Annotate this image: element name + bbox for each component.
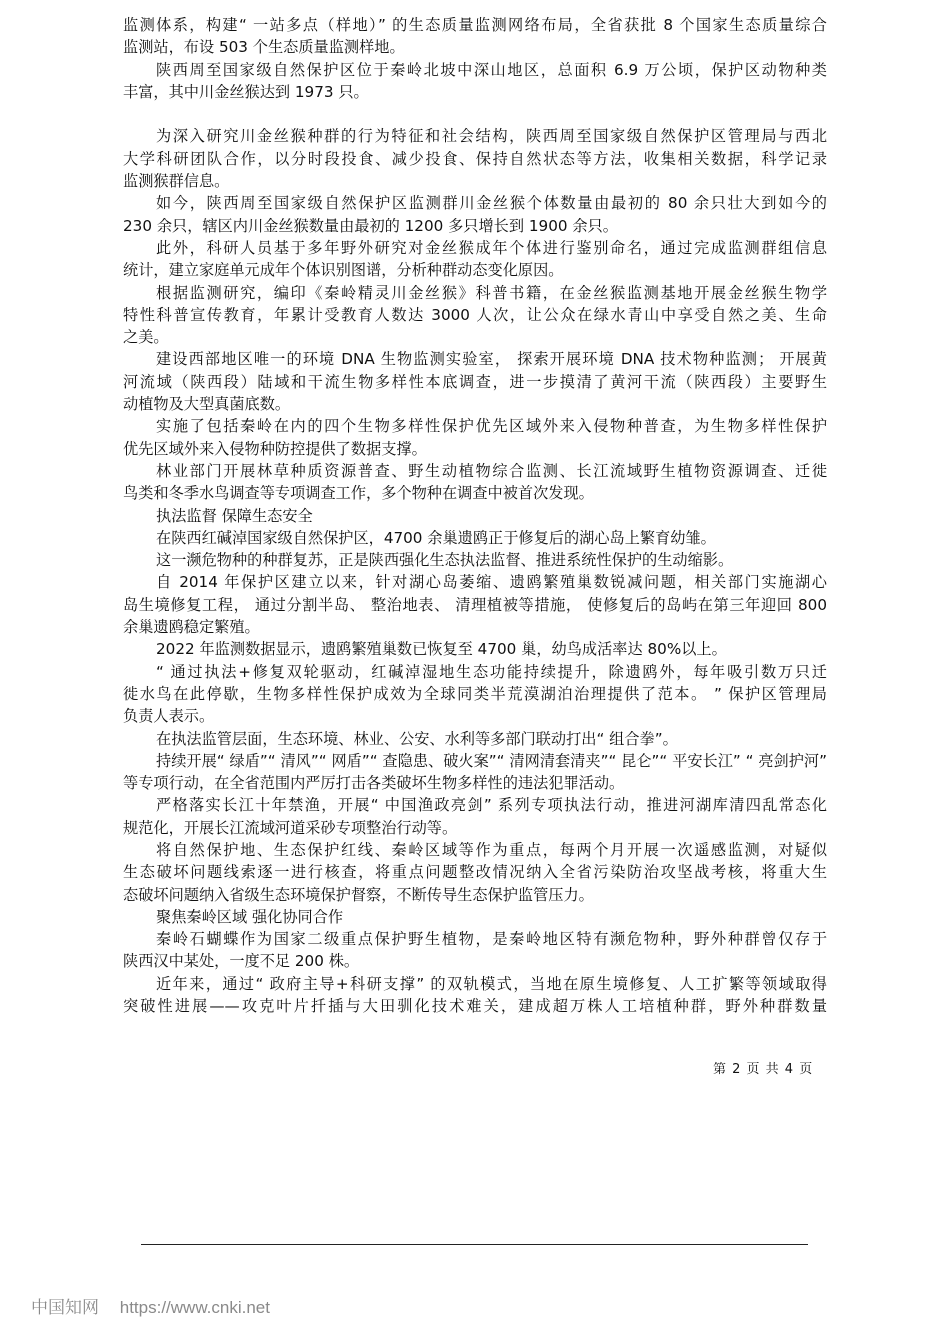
text-line: 在陕西红碱淖国家级自然保护区，4700 余巢遗鸥正于修复后的湖心岛上繁育幼雏。 — [156, 528, 716, 547]
paragraph — [123, 237, 827, 282]
text-line: 陕西周至国家级自然保护区位于秦岭北坡中深山地区，总面积 6.9 万公顷，保护区动物种类 — [156, 60, 827, 79]
cnki-watermark — [31, 1293, 270, 1318]
paragraph — [123, 661, 827, 728]
text-line: 大学科研团队合作，以分时段投食、减少投食、保持自然状态等方法，收集相关数据，科学记录 — [123, 149, 827, 168]
text-line: 此外，科研人员基于多年野外研究对金丝猴成年个体进行鉴别命名，通过完成监测群组信息 — [156, 238, 827, 257]
text-line: 生态破坏问题线索逐一进行核查，将重点问题整改情况纳入全省污染防治攻坚战考核，将重大生 — [123, 863, 827, 882]
text-line: 为深入研究川金丝猴种群的行为特征和社会结构，陕西周至国家级自然保护区管理局与西北 — [156, 127, 827, 146]
text-line: 态破坏问题纳入省级生态环境保护督察，不断传导生态保护监管压力。 — [123, 885, 594, 904]
text-line: 突破性进展——攻克叶片扦插与大田驯化技术难关，建成超万株人工培植种群，野外种群数量 — [123, 997, 827, 1016]
paragraph — [123, 348, 827, 415]
paragraph — [123, 527, 827, 549]
text-line: 等专项行动，在全省范围内严厉打击各类破坏生物多样性的违法犯罪活动。 — [123, 774, 625, 793]
text-line: 监测体系，构建“ 一站多点（样地）” 的生态质量监测网络布局，全省获批 8 个国家生态质量综合 — [123, 16, 827, 34]
section-heading — [123, 906, 827, 928]
text-line: 之美。 — [123, 328, 169, 347]
text-line: 这一濒危物种的种群复苏，正是陕西强化生态执法监督、推进系统性保护的生动缩影。 — [156, 551, 734, 570]
paragraph — [123, 839, 827, 906]
text-line: 自 2014 年保护区建立以来，针对湖心岛萎缩、遗鸥繁殖巢数锐减问题，相关部门实施湖心 — [156, 573, 827, 592]
text-line: 负责人表示。 — [123, 707, 215, 726]
paragraph — [123, 460, 827, 505]
text-line: 聚焦秦岭区域 强化协同合作 — [156, 907, 344, 926]
text-line: 陕西汉中某处，一度不足 200 株。 — [123, 952, 360, 971]
text-line: 林业部门开展林草种质资源普查、野生动植物综合监测、长江流域野生植物资源调查、迁徙 — [156, 461, 827, 480]
page-number: 第 2 页 共 4 页 — [713, 1062, 814, 1077]
text-line: 2022 年监测数据显示，遗鸥繁殖巢数已恢复至 4700 巢，幼鸟成活率达 80%以上。 — [156, 640, 727, 659]
text-line: 近年来，通过“ 政府主导+科研支撑” 的双轨模式，当地在原生境修复、人工扩繁等领域取得 — [156, 974, 827, 993]
text-line: 持续开展“ 绿盾”“ 清风”“ 网盾”“ 查隐患、破火案”“ 清网清套清夹”“ 昆仑”“ 平安长江” “ 亮剑护河” — [156, 751, 827, 770]
paragraph — [123, 125, 827, 192]
text-line: 徙水鸟在此停歇，生物多样性保护成效为全球同类半荒漠湖泊治理提供了范本。 ” 保护区管理局 — [123, 684, 827, 703]
paragraph — [123, 59, 827, 104]
text-line: 执法监督 保障生态安全 — [156, 506, 313, 525]
text-line: 将自然保护地、生态保护红线、秦岭区域等作为重点，每两个月开展一次遥感监测，对疑似 — [156, 840, 827, 859]
text-line: 统计，建立家庭单元成年个体识别图谱，分析种群动态变化原因。 — [123, 261, 564, 280]
paragraph — [123, 794, 827, 839]
text-line: 严格落实长江十年禁渔，开展“ 中国渔政亮剑” 系列专项执法行动，推进河湖库清四乱常态化 — [156, 796, 827, 815]
paragraph — [123, 192, 827, 237]
text-line: 建设西部地区唯一的环境 DNA 生物监测实验室， 探索开展环境 DNA 技术物种监测； 开展黄 — [156, 350, 827, 369]
text-line: 岛生境修复工程， 通过分割半岛、 整治地表、 清理植被等措施， 使修复后的岛屿在第三年迎回 800 — [123, 595, 827, 614]
text-line: 特性科普宣传教育，年累计受教育人数达 3000 人次，让公众在绿水青山中享受自然之美、生命 — [123, 305, 827, 324]
text-line: 河流域（陕西段）陆域和干流生物多样性本底调查，进一步摸清了黄河干流（陕西段）主要野生 — [123, 372, 827, 391]
text-line: “ 通过执法+修复双轮驱动，红碱淖湿地生态功能持续提升，除遗鸥外，每年吸引数万只迁 — [156, 662, 827, 681]
text-line: 如今，陕西周至国家级自然保护区监测群川金丝猴个体数量由最初的 80 余只壮大到如今的 — [156, 194, 827, 213]
text-line: 监测猴群信息。 — [123, 172, 230, 191]
paragraph — [123, 638, 827, 660]
text-line: 规范化，开展长江流域河道采砂专项整治行动等。 — [123, 818, 458, 837]
text-line: 鸟类和冬季水鸟调查等专项调查工作，多个物种在调查中被首次发现。 — [123, 484, 594, 503]
paragraph — [123, 750, 827, 795]
paragraph — [123, 571, 827, 638]
text-line: 在执法监管层面，生态环境、林业、公安、水利等多部门联动打出“ 组合拳”。 — [156, 729, 678, 748]
paragraph — [123, 973, 827, 1018]
paragraph — [123, 928, 827, 973]
text-line: 丰富，其中川金丝猴达到 1973 只。 — [123, 82, 369, 101]
paragraph — [123, 282, 827, 349]
cnki-url[interactable]: https://www.cnki.net — [119, 1298, 270, 1317]
document-body — [123, 14, 827, 1017]
text-line: 实施了包括秦岭在内的四个生物多样性保护优先区域外来入侵物种普查，为生物多样性保护 — [156, 417, 827, 436]
paragraph — [123, 728, 827, 750]
paragraph — [123, 415, 827, 460]
text-line: 监测站，布设 503 个生态质量监测样地。 — [123, 38, 405, 57]
cnki-brand: 中国知网 — [31, 1298, 99, 1317]
paragraph — [123, 14, 827, 59]
section-heading — [123, 505, 827, 527]
footer-divider — [141, 1244, 808, 1245]
paragraph — [123, 549, 827, 571]
text-line: 优先区域外来入侵物种防控提供了数据支撑。 — [123, 439, 427, 458]
text-line: 230 余只，辖区内川金丝猴数量由最初的 1200 多只增长到 1900 余只。 — [123, 216, 618, 235]
text-line: 根据监测研究，编印《秦岭精灵川金丝猴》科普书籍，在金丝猴监测基地开展金丝猴生物学 — [156, 283, 827, 302]
text-line: 动植物及大型真菌底数。 — [123, 395, 291, 414]
paragraph-spacer — [123, 103, 827, 125]
text-line: 余巢遗鸥稳定繁殖。 — [123, 618, 260, 637]
text-line: 秦岭石蝴蝶作为国家二级重点保护野生植物，是秦岭地区特有濒危物种，野外种群曾仅存于 — [156, 930, 827, 949]
